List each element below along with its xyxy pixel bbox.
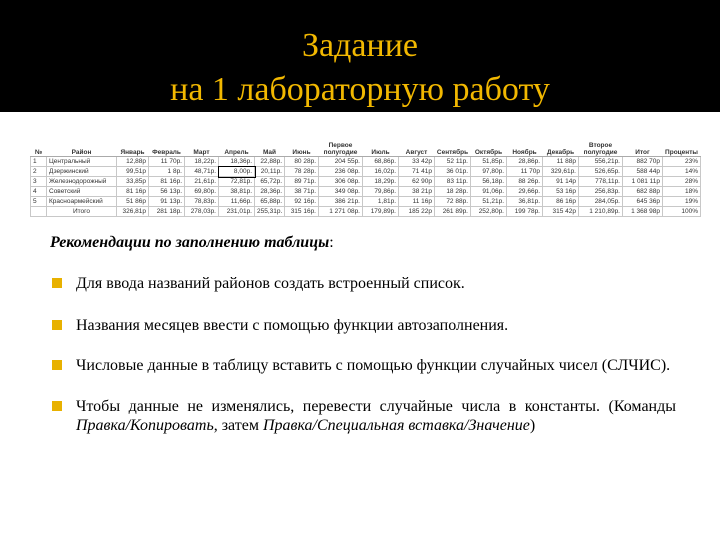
table-cell: 48,71р. bbox=[185, 167, 219, 177]
table-row bbox=[31, 207, 701, 217]
table-cell: 8,00р. bbox=[219, 167, 255, 177]
list-item-text-mid: , затем bbox=[213, 417, 263, 434]
table-cell: 79,86р. bbox=[363, 187, 399, 197]
table-cell: 199 78р. bbox=[507, 207, 543, 217]
table-cell: 1 081 11р bbox=[623, 177, 663, 187]
table-cell: Железнодорожный bbox=[47, 177, 117, 187]
table-cell: 38,81р. bbox=[219, 187, 255, 197]
table-cell: 1 271 08р. bbox=[319, 207, 363, 217]
table-cell: 16,02р. bbox=[363, 167, 399, 177]
spreadsheet-image bbox=[30, 138, 700, 214]
table-cell: 645 36р bbox=[623, 197, 663, 207]
table-cell: 556,21р. bbox=[579, 157, 623, 167]
table-cell: 33 42р bbox=[399, 157, 435, 167]
bullet-square-icon bbox=[52, 360, 62, 370]
table-cell: 19% bbox=[663, 197, 701, 207]
slide-title-line-1: Задание bbox=[302, 27, 418, 64]
table-cell: 18,22р. bbox=[185, 157, 219, 167]
table-cell: 255,31р. bbox=[255, 207, 285, 217]
table-body bbox=[31, 157, 701, 217]
table-cell: 72 88р. bbox=[435, 197, 471, 207]
table-cell: 36,81р. bbox=[507, 197, 543, 207]
list-item-text: Для ввода названий районов создать встроенный список. bbox=[76, 275, 465, 292]
recommendations-title: Рекомендации по заполнению таблицы bbox=[50, 234, 330, 251]
table-cell: 18,29р. bbox=[363, 177, 399, 187]
column-header: № bbox=[31, 138, 47, 157]
table-cell: 261 89р. bbox=[435, 207, 471, 217]
list-item-text-end: ) bbox=[529, 417, 536, 434]
table-cell: 18,36р. bbox=[219, 157, 255, 167]
table-cell: 69,80р. bbox=[185, 187, 219, 197]
title-bar bbox=[0, 0, 720, 112]
table-cell: Дзержинский bbox=[47, 167, 117, 177]
table-cell: 588 44р bbox=[623, 167, 663, 177]
table-cell: 33,85р bbox=[117, 177, 149, 187]
table-cell: 231,01р. bbox=[219, 207, 255, 217]
table-cell: 4 bbox=[31, 187, 47, 197]
table-cell: 3 bbox=[31, 177, 47, 187]
column-header: Первое полугодие bbox=[319, 138, 363, 157]
table-cell: 1 bbox=[31, 157, 47, 167]
column-header: Район bbox=[47, 138, 117, 157]
column-header: Проценты bbox=[663, 138, 701, 157]
table-cell: 349 08р. bbox=[319, 187, 363, 197]
table-cell: 21,61р. bbox=[185, 177, 219, 187]
table-row bbox=[31, 157, 701, 167]
table-cell: 71 41р bbox=[399, 167, 435, 177]
table-cell: 22,88р. bbox=[255, 157, 285, 167]
table-cell: 11 88р bbox=[543, 157, 579, 167]
table-cell: 1 8р. bbox=[149, 167, 185, 177]
command-copy: Правка/Копировать bbox=[76, 417, 214, 434]
table-cell bbox=[31, 207, 47, 217]
table-cell: 28,36р. bbox=[255, 187, 285, 197]
table-cell: 278,03р. bbox=[185, 207, 219, 217]
column-header: Июнь bbox=[285, 138, 319, 157]
table-cell: 53 16р bbox=[543, 187, 579, 197]
table-cell: 83 11р. bbox=[435, 177, 471, 187]
table-cell: 252,80р. bbox=[471, 207, 507, 217]
table-cell: 56,18р. bbox=[471, 177, 507, 187]
table-cell: 386 21р. bbox=[319, 197, 363, 207]
table-cell: 20,11р. bbox=[255, 167, 285, 177]
table-cell: 68,86р. bbox=[363, 157, 399, 167]
bullet-square-icon bbox=[52, 401, 62, 411]
table-cell: 80 28р. bbox=[285, 157, 319, 167]
table-cell: 38 21р bbox=[399, 187, 435, 197]
column-header: Август bbox=[399, 138, 435, 157]
table-cell: 23% bbox=[663, 157, 701, 167]
table-cell: 81 16р bbox=[117, 187, 149, 197]
table-cell: 11 70р bbox=[507, 167, 543, 177]
table-cell: 72,81р. bbox=[219, 177, 255, 187]
list-item bbox=[50, 356, 676, 375]
table-cell: 12,88р bbox=[117, 157, 149, 167]
table-cell: 326,81р bbox=[117, 207, 149, 217]
list-item bbox=[50, 397, 676, 435]
table-cell: 99,51р bbox=[117, 167, 149, 177]
bullet-square-icon bbox=[52, 320, 62, 330]
list-item bbox=[50, 316, 676, 335]
table-cell: 2 bbox=[31, 167, 47, 177]
table-cell: 11,66р. bbox=[219, 197, 255, 207]
table-cell: 65,72р. bbox=[255, 177, 285, 187]
column-header: Июль bbox=[363, 138, 399, 157]
table-cell: 52 11р. bbox=[435, 157, 471, 167]
table-cell: 281 18р. bbox=[149, 207, 185, 217]
table-cell: 91,06р. bbox=[471, 187, 507, 197]
recommendations-colon: : bbox=[329, 234, 334, 251]
column-header: Ноябрь bbox=[507, 138, 543, 157]
table-cell: 51 86р bbox=[117, 197, 149, 207]
table-cell: 36 01р. bbox=[435, 167, 471, 177]
table-row bbox=[31, 177, 701, 187]
table-cell: 65,88р. bbox=[255, 197, 285, 207]
table-cell: 86 16р bbox=[543, 197, 579, 207]
table-cell: 28% bbox=[663, 177, 701, 187]
table-cell: 236 08р. bbox=[319, 167, 363, 177]
table-cell: 88 26р. bbox=[507, 177, 543, 187]
table-cell: 1 210,89р. bbox=[579, 207, 623, 217]
table-cell: 100% bbox=[663, 207, 701, 217]
table-cell: 29,66р. bbox=[507, 187, 543, 197]
table-cell: 315 16р. bbox=[285, 207, 319, 217]
column-header: Апрель bbox=[219, 138, 255, 157]
table-cell: 778,11р. bbox=[579, 177, 623, 187]
list-item-text: Названия месяцев ввести с помощью функции автозаполнения. bbox=[76, 317, 509, 334]
table-cell: 11 70р. bbox=[149, 157, 185, 167]
table-cell: 56 13р. bbox=[149, 187, 185, 197]
table-cell: 18 28р. bbox=[435, 187, 471, 197]
table-row bbox=[31, 187, 701, 197]
column-header: Октябрь bbox=[471, 138, 507, 157]
table-cell: 38 71р. bbox=[285, 187, 319, 197]
column-header: Декабрь bbox=[543, 138, 579, 157]
table-cell: 179,89р. bbox=[363, 207, 399, 217]
table-cell: 62 90р bbox=[399, 177, 435, 187]
table-cell: 28,86р. bbox=[507, 157, 543, 167]
table-header-row bbox=[31, 138, 701, 157]
table-cell: 306 08р. bbox=[319, 177, 363, 187]
column-header: Февраль bbox=[149, 138, 185, 157]
table-cell: 81 16р. bbox=[149, 177, 185, 187]
table-cell: 91 14р bbox=[543, 177, 579, 187]
table-cell: 284,05р. bbox=[579, 197, 623, 207]
column-header: Январь bbox=[117, 138, 149, 157]
column-header: Сентябрь bbox=[435, 138, 471, 157]
table-cell: 315 42р bbox=[543, 207, 579, 217]
table-row bbox=[31, 197, 701, 207]
command-paste-special: Правка/Специальная вставка/Значение bbox=[262, 417, 530, 434]
table-cell: 329,61р. bbox=[543, 167, 579, 177]
list-item bbox=[50, 274, 676, 293]
recommendations-heading bbox=[50, 234, 334, 252]
list-item-text: Числовые данные в таблицу вставить с помощью функции случайных чисел (СЛЧИС). bbox=[76, 357, 671, 374]
slide-title-line-2: на 1 лабораторную работу bbox=[170, 71, 550, 108]
column-header: Второе полугодие bbox=[579, 138, 623, 157]
table-cell: 204 55р. bbox=[319, 157, 363, 167]
table-cell: 1 368 98р bbox=[623, 207, 663, 217]
table-cell: 18% bbox=[663, 187, 701, 197]
table-cell: 11 16р bbox=[399, 197, 435, 207]
table-cell: 526,65р. bbox=[579, 167, 623, 177]
table-cell: Красноармейский bbox=[47, 197, 117, 207]
table-cell: Советский bbox=[47, 187, 117, 197]
table-cell: 185 22р bbox=[399, 207, 435, 217]
table-cell: 682 88р bbox=[623, 187, 663, 197]
table-row bbox=[31, 167, 701, 177]
recommendations-list bbox=[50, 274, 676, 435]
table-cell: 91 13р. bbox=[149, 197, 185, 207]
table-cell: 882 70р bbox=[623, 157, 663, 167]
column-header: Май bbox=[255, 138, 285, 157]
column-header: Итог bbox=[623, 138, 663, 157]
table-cell: 92 16р. bbox=[285, 197, 319, 207]
table-cell: Итого bbox=[47, 207, 117, 217]
table-cell: 78,83р. bbox=[185, 197, 219, 207]
table-cell: 1,81р. bbox=[363, 197, 399, 207]
table-cell: 14% bbox=[663, 167, 701, 177]
table-cell: 256,83р. bbox=[579, 187, 623, 197]
bullet-square-icon bbox=[52, 278, 62, 288]
sales-table bbox=[30, 138, 701, 217]
table-cell: 51,85р. bbox=[471, 157, 507, 167]
list-item-text: Чтобы данные не изменялись, перевести случайные числа в константы. (Команды bbox=[76, 398, 676, 415]
table-cell: 5 bbox=[31, 197, 47, 207]
column-header: Март bbox=[185, 138, 219, 157]
table-cell: 78 28р. bbox=[285, 167, 319, 177]
table-cell: Центральный bbox=[47, 157, 117, 167]
table-cell: 89 71р. bbox=[285, 177, 319, 187]
table-cell: 51,21р. bbox=[471, 197, 507, 207]
table-cell: 97,80р. bbox=[471, 167, 507, 177]
